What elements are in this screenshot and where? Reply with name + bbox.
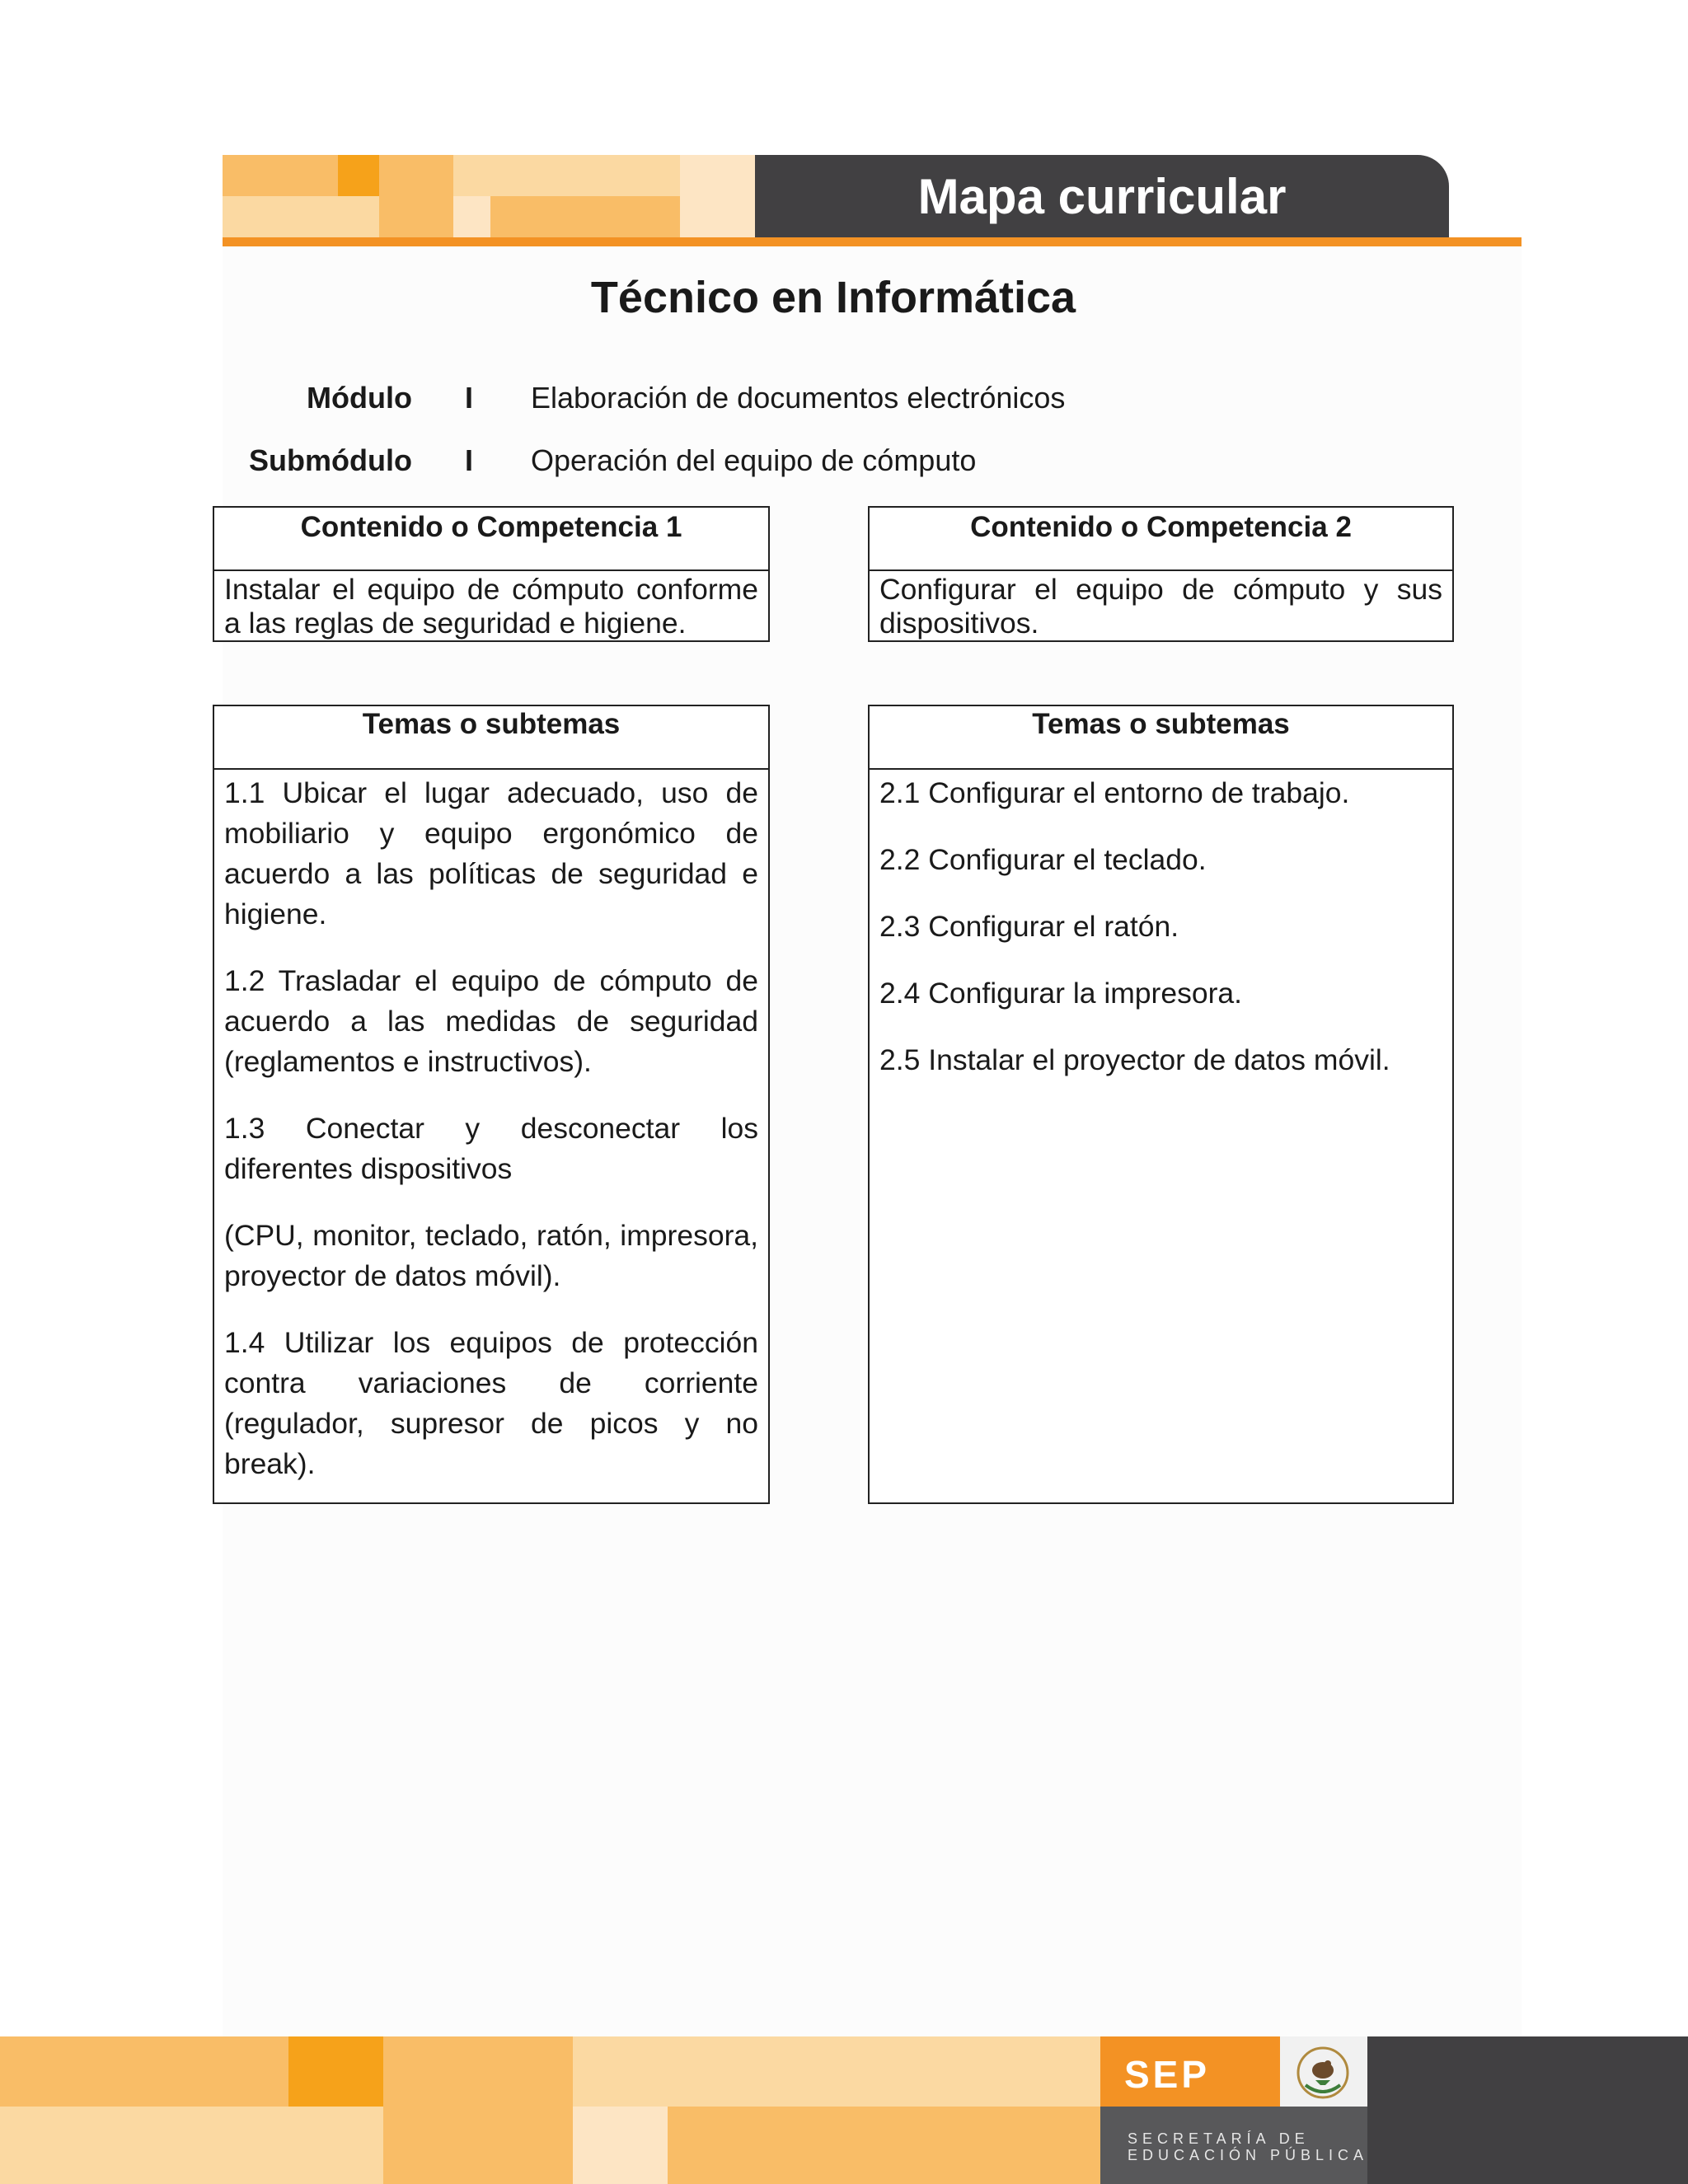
list-item: 2.1 Configurar el entorno de trabajo. — [879, 776, 1350, 809]
list-item: 1.2 Trasladar el equipo de cómputo de acuerdo a las medidas de seguridad (reglamentos e instructivos). — [224, 964, 758, 1078]
list-item: 2.3 Configurar el ratón. — [879, 910, 1179, 943]
modulo-name: Elaboración de documentos electrónicos — [531, 381, 1066, 415]
secretaria-line-1: SECRETARÍA DE — [1128, 2130, 1310, 2147]
list-item: 2.4 Configurar la impresora. — [879, 977, 1243, 1010]
competencia-1-heading: Contenido o Competencia 1 — [214, 508, 768, 571]
temas-1-list — [214, 770, 768, 1484]
footer-banner — [0, 2036, 1688, 2184]
sep-logo-text: SEP — [1124, 2053, 1211, 2096]
secretaria-line-2: EDUCACIÓN PÚBLICA — [1128, 2147, 1369, 2163]
temas-2-list — [870, 770, 1452, 1080]
competencia-1-text: Instalar el equipo de cómputo conforme a las reglas de seguridad e higiene. — [224, 573, 758, 640]
list-item: 1.1 Ubicar el lugar adecuado, uso de mobiliario y equipo ergonómico de acuerdo a las políticas de seguridad e higiene. — [224, 776, 758, 930]
competencia-2-box — [868, 506, 1454, 642]
list-item: 1.3 Conectar y desconectar los diferentes dispositivos — [224, 1112, 758, 1185]
submodulo-number: I — [465, 443, 474, 477]
list-item: 1.4 Utilizar los equipos de protección contra variaciones de corriente (regulador, supresor de picos y no break). — [224, 1326, 758, 1480]
list-item: (CPU, monitor, teclado, ratón, impresora, proyector de datos móvil). — [224, 1219, 758, 1292]
banner-title: Mapa curricular — [917, 168, 1287, 224]
temas-1-box — [213, 705, 770, 1504]
document-title: Técnico en Informática — [590, 273, 1076, 322]
coat-of-arms-icon — [1294, 2044, 1352, 2102]
competencia-2-heading: Contenido o Competencia 2 — [870, 508, 1452, 571]
submodulo-name: Operación del equipo de cómputo — [531, 443, 977, 477]
submodulo-label: Submódulo — [249, 443, 412, 477]
list-item: 2.2 Configurar el teclado. — [879, 843, 1207, 876]
temas-2-box — [868, 705, 1454, 1504]
modulo-label: Módulo — [307, 381, 412, 415]
competencia-2-text: Configurar el equipo de cómputo y sus dispositivos. — [879, 573, 1442, 640]
temas-1-heading: Temas o subtemas — [214, 706, 768, 770]
list-item: 2.5 Instalar el proyector de datos móvil. — [879, 1043, 1390, 1076]
banner-divider — [223, 237, 1522, 246]
modulo-number: I — [465, 381, 474, 415]
competencia-1-box — [213, 506, 770, 642]
temas-2-heading: Temas o subtemas — [870, 706, 1452, 770]
